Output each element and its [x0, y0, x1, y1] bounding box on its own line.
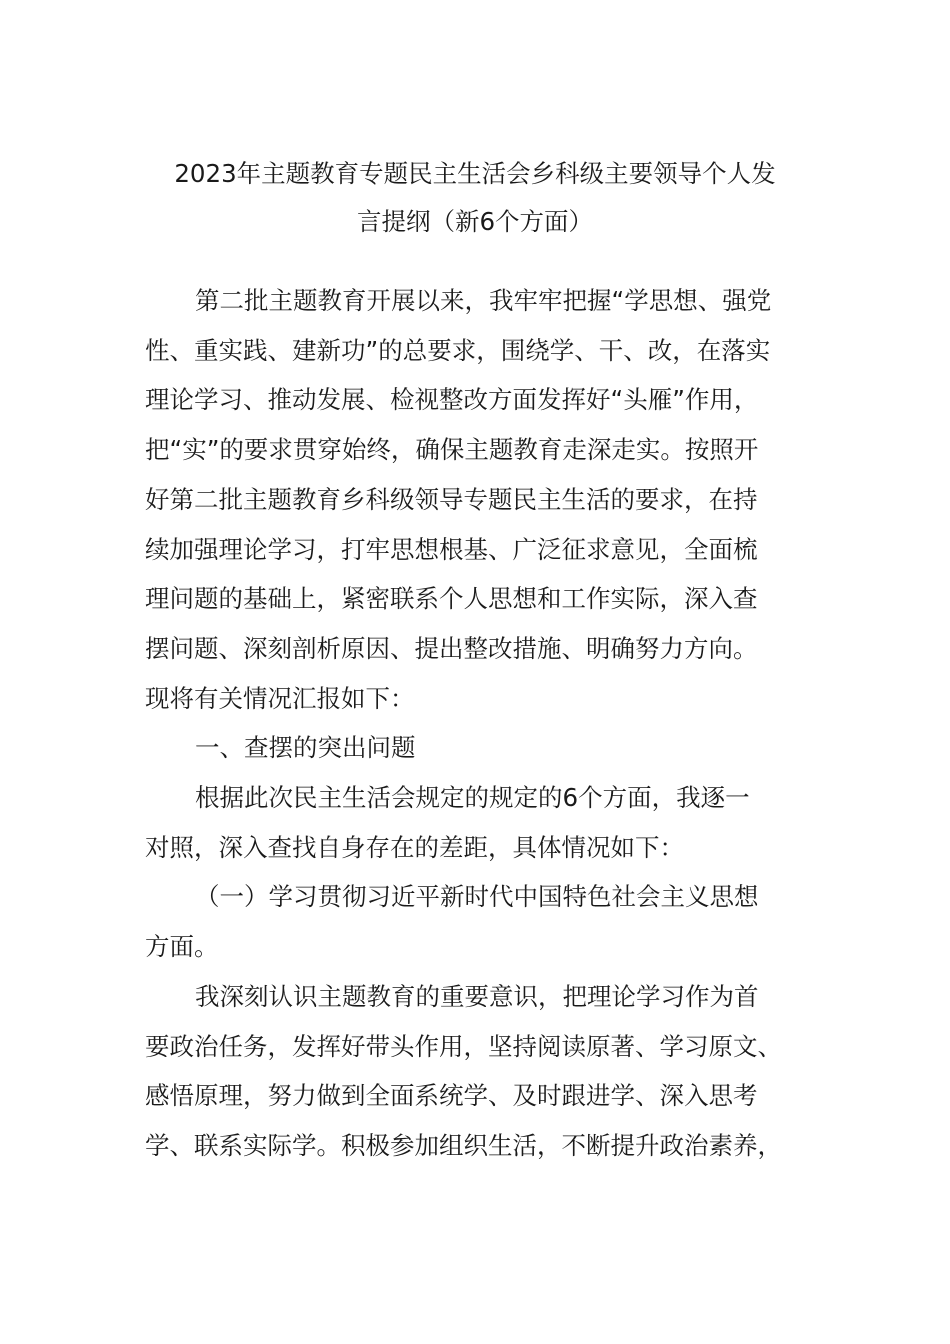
body-line: 理论学习、推动发展、检视整改方面发挥好“头雁”作用， [145, 385, 759, 415]
title-line-1: 2023年主题教育专题民主生活会乡科级主要领导个人发 [174, 159, 776, 188]
body-line: 续加强理论学习，打牢思想根基、广泛征求意见，全面梳 [145, 534, 758, 564]
body-line: 把“实”的要求贯穿始终，确保主题教育走深走实。按照开 [145, 435, 759, 465]
document-title [140, 150, 810, 246]
body-line: 理问题的基础上，紧密联系个人思想和工作实际，深入查 [145, 584, 758, 614]
body-line: 一、查摆的突出问题 [195, 733, 416, 763]
body-line: 摆问题、深刻剖析原因、提出整改措施、明确努力方向。 [145, 633, 758, 663]
body-line: 感悟原理，努力做到全面系统学、及时跟进学、深入思考 [145, 1081, 758, 1111]
body-line: 第二批主题教育开展以来，我牢牢把握“学思想、强党 [195, 286, 772, 315]
body-line: 现将有关情况汇报如下： [145, 683, 415, 713]
document-body [145, 276, 815, 1171]
body-line: （一）学习贯彻习近平新时代中国特色社会主义思想 [195, 882, 759, 912]
body-line: 好第二批主题教育乡科级领导专题民主生活的要求，在持 [145, 484, 758, 514]
body-line: 性、重实践、建新功”的总要求，围绕学、干、改，在落实 [145, 335, 771, 365]
body-line: 要政治任务，发挥好带头作用，坚持阅读原著、学习原文、 [145, 1031, 782, 1061]
body-line: 对照，深入查找自身存在的差距，具体情况如下： [145, 832, 684, 862]
body-line: 根据此次民主生活会规定的规定的6个方面，我逐一 [195, 783, 750, 813]
body-line: 学、联系实际学。积极参加组织生活，不断提升政治素养， [145, 1130, 782, 1160]
body-line: 我深刻认识主题教育的重要意识，把理论学习作为首 [195, 981, 759, 1011]
title-line-2: 言提纲（新6个方面） [356, 207, 594, 236]
body-line: 方面。 [145, 932, 219, 962]
